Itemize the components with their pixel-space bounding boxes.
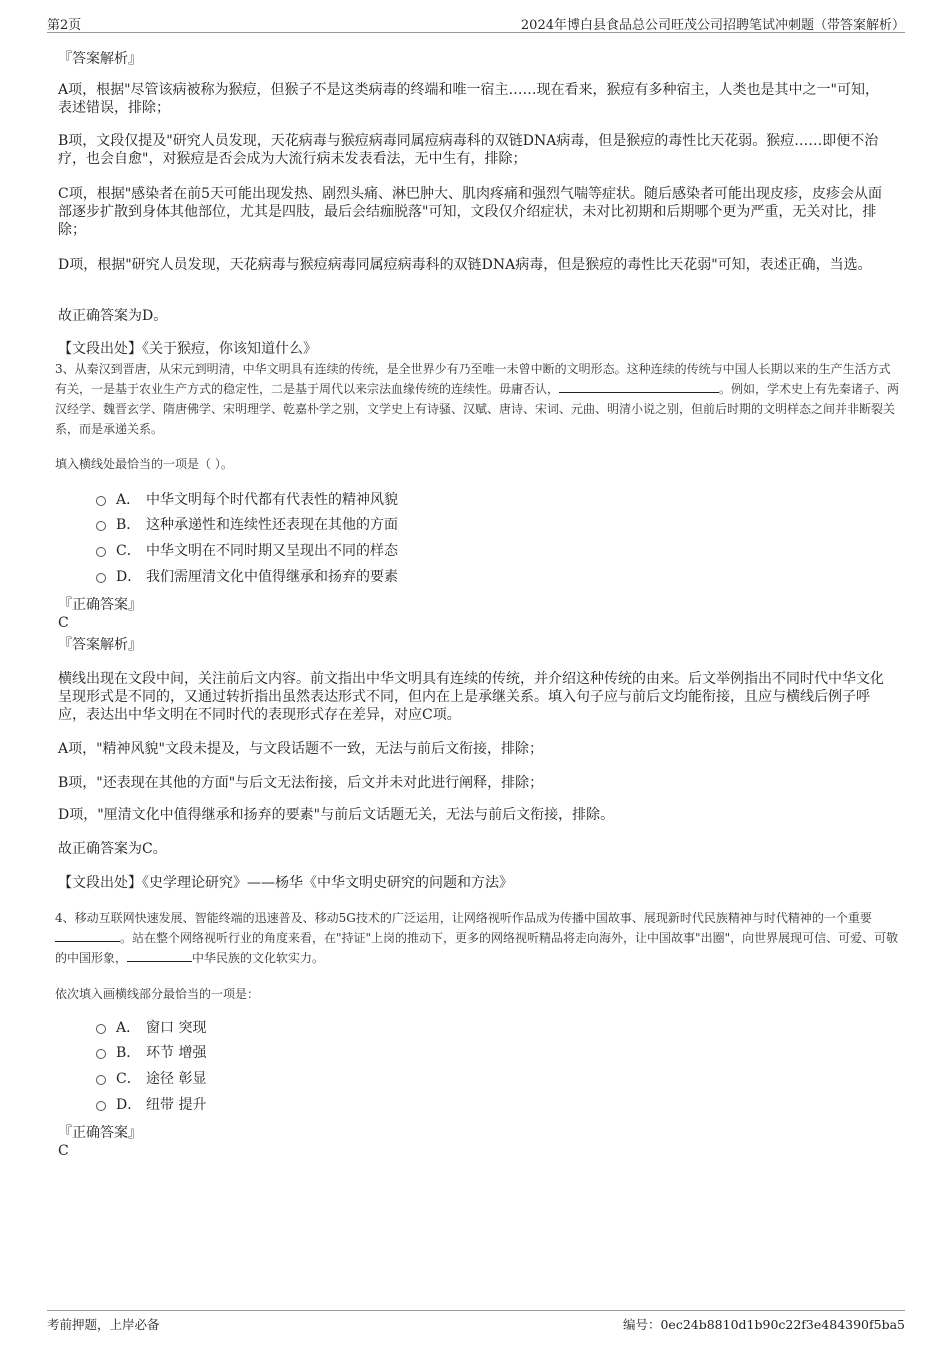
correct-answer-label: 『正确答案』	[58, 597, 142, 613]
source-citation: 【文段出处】《史学理论研究》——杨华《中华文明史研究的问题和方法》	[58, 875, 513, 891]
option-a[interactable]: A． 窗口 突现	[96, 1019, 206, 1037]
analysis-main: 横线出现在文段中间，关注前后文内容。前文指出中华文明具有连续的传统，并介绍这种传统的由来。后文举例指出不同时代中华文化呈现形式是不同的，又通过转折指出虽然表达形式不同，但内在上是承继关系。填入句子应与前后文均能衔接，且应与横线后例子呼应，表达出中华文明在不同时代的表现形式存在差异，对应C项。	[58, 671, 884, 723]
option-b[interactable]: B． 这种承递性和连续性还表现在其他的方面	[96, 516, 398, 534]
radio-icon[interactable]	[96, 1075, 106, 1085]
page-footer	[47, 1310, 905, 1333]
option-a[interactable]: A． 中华文明每个时代都有代表性的精神风貌	[96, 491, 398, 509]
page-header	[47, 12, 905, 33]
option-d[interactable]: D． 纽带 提升	[96, 1096, 206, 1114]
analysis-option-b: B项，"还表现在其他的方面"与后文无法衔接，后文并未对此进行阐释，排除；	[58, 775, 544, 791]
analysis-label: 『答案解析』	[58, 637, 142, 653]
option-c[interactable]: C． 途径 彰显	[96, 1070, 206, 1088]
fill-blank	[559, 379, 719, 393]
question-4-prompt: 依次填入画横线部分最恰当的一项是：	[55, 987, 260, 1001]
radio-icon[interactable]	[96, 573, 106, 583]
fill-blank	[55, 928, 120, 942]
source-citation: 【文段出处】《关于猴痘，你该知道什么》	[58, 341, 317, 357]
fill-blank	[127, 948, 192, 962]
document-title: 2024年博白县食品总公司旺茂公司招聘笔试冲刺题（带答案解析）	[520, 18, 905, 33]
analysis-conclusion: 故正确答案为C。	[58, 841, 167, 857]
analysis-option-a: A项，根据"尽管该病被称为猴痘，但猴子不是这类病毒的终端和唯一宿主……现在看来，猴痘有多种宿主，人类也是其中之一"可知，表述错误，排除；	[58, 82, 879, 116]
option-d[interactable]: D． 我们需厘清文化中值得继承和扬弃的要素	[96, 568, 398, 586]
analysis-conclusion: 故正确答案为D。	[58, 308, 168, 324]
analysis-option-b: B项，文段仅提及"研究人员发现，天花病毒与猴痘病毒同属痘病毒科的双链DNA病毒，但是猴痘的毒性比天花弱。猴痘……即便不治疗，也会自愈"，对猴痘是否会成为大流行病未发表看法，无中生有，排除；	[58, 133, 879, 167]
correct-answer-label: 『正确答案』	[58, 1125, 142, 1141]
analysis-label: 『答案解析』	[58, 51, 142, 67]
question-4-stem: 4、移动互联网快速发展、智能终端的迅速普及、移动5G技术的广泛运用，让网络视听作品成为传播中国故事、展现新时代民族精神与时代精神的一个重要。站在整个网络视听行业的角度来看，在"持证"上岗的推动下，更多的网络视听精品将走向海外，让中国故事"出圈"，向世界展现可信、可爱、可敬的中国形象， 中华民族的文化软实力。	[55, 911, 899, 965]
analysis-option-c: C项，根据"感染者在前5天可能出现发热、剧烈头痛、淋巴肿大、肌肉疼痛和强烈气喘等症状。随后感染者可能出现皮疹，皮疹会从面部逐步扩散到身体其他部位，尤其是四肢，最后会结痂脱落"可知，文段仅介绍症状，未对比初期和后期哪个更为严重，无关对比，排除；	[58, 186, 883, 238]
radio-icon[interactable]	[96, 1024, 106, 1034]
footer-slogan: 考前押题，上岸必备	[47, 1317, 160, 1332]
radio-icon[interactable]	[96, 547, 106, 557]
radio-icon[interactable]	[96, 521, 106, 531]
analysis-option-d: D项，根据"研究人员发现，天花病毒与猴痘病毒同属痘病毒科的双链DNA病毒，但是猴痘的毒性比天花弱"可知，表述正确，当选。	[58, 257, 872, 273]
radio-icon[interactable]	[96, 1049, 106, 1059]
analysis-option-a: A项，"精神风貌"文段未提及，与文段话题不一致，无法与前后文衔接，排除；	[58, 741, 543, 757]
analysis-option-d: D项，"厘清文化中值得继承和扬弃的要素"与前后文话题无关，无法与前后文衔接，排除。	[58, 807, 615, 823]
option-c[interactable]: C． 中华文明在不同时期又呈现出不同的样态	[96, 542, 398, 560]
option-b[interactable]: B． 环节 增强	[96, 1044, 206, 1062]
question-3-stem: 3、从秦汉到晋唐，从宋元到明清，中华文明具有连续的传统，是全世界少有乃至唯一未曾中断的文明形态。这种连续的传统与中国人长期以来的生产生活方式有关，一是基于农业生产方式的稳定性，二是基于周代以来宗法血缘传统的连续性。毋庸否认， 。例如，学术史上有先秦诸子、两汉经学、魏晋玄学、隋唐佛学、宋明理学、乾嘉朴学之别，文学史上有诗骚、汉赋、唐诗、宋词、元曲、明清小说之别，但前后时期的文明样态之间并非断裂关系，而是承递关系。	[55, 362, 900, 436]
document-id: 编号：0ec24b8810d1b90c22f3e484390f5ba5	[622, 1317, 905, 1332]
radio-icon[interactable]	[96, 496, 106, 506]
page-number: 第2页	[47, 18, 82, 33]
question-3-prompt: 填入横线处最恰当的一项是（ ）。	[55, 457, 233, 471]
correct-answer: C	[58, 615, 69, 631]
correct-answer: C	[58, 1143, 69, 1159]
radio-icon[interactable]	[96, 1101, 106, 1111]
